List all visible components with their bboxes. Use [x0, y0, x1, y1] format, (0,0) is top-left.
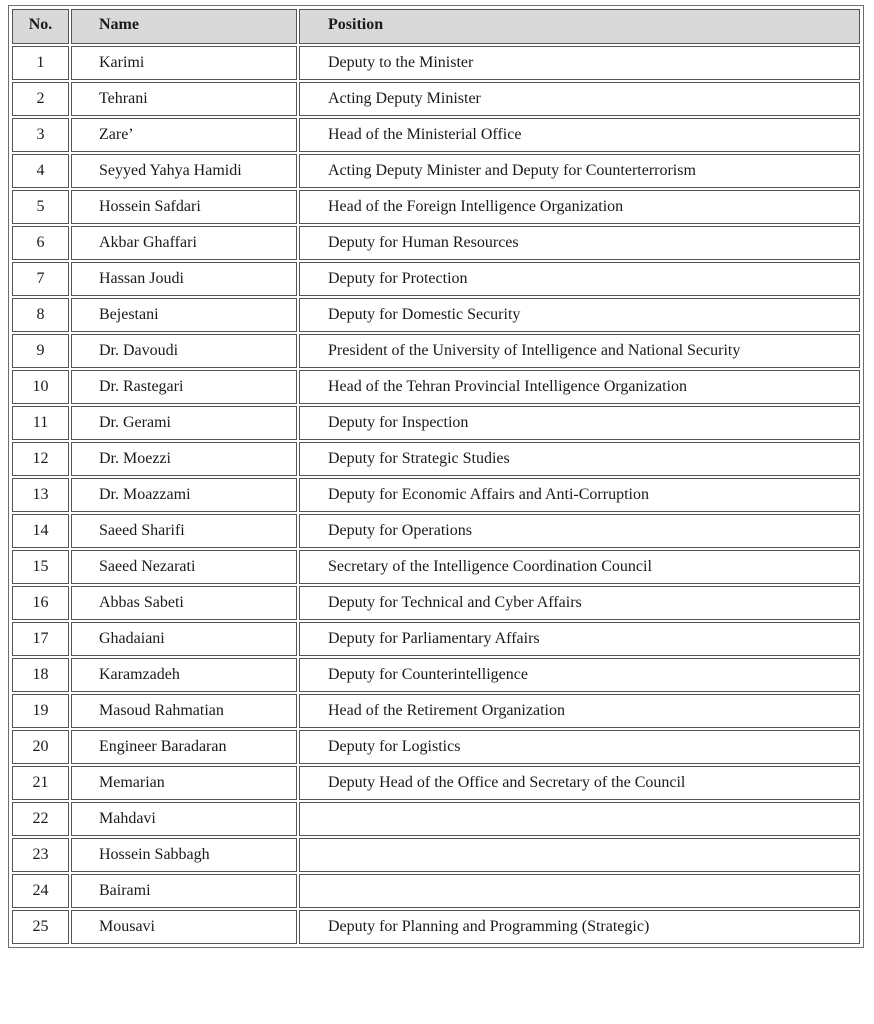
position-cell: Deputy for Technical and Cyber Affairs — [299, 586, 860, 620]
name-cell: Karamzadeh — [71, 658, 297, 692]
row-number-cell: 6 — [12, 226, 69, 260]
row-number-cell: 12 — [12, 442, 69, 476]
position-cell: Deputy for Planning and Programming (Strategic) — [299, 910, 860, 944]
name-cell: Memarian — [71, 766, 297, 800]
position-cell: Deputy for Operations — [299, 514, 860, 548]
table-row — [12, 478, 860, 512]
position-cell: Acting Deputy Minister — [299, 82, 860, 116]
position-cell: Head of the Retirement Organization — [299, 694, 860, 728]
position-cell: Deputy for Inspection — [299, 406, 860, 440]
table-row — [12, 766, 860, 800]
row-number-cell: 16 — [12, 586, 69, 620]
name-cell: Hossein Safdari — [71, 190, 297, 224]
row-number-cell: 1 — [12, 46, 69, 80]
table-row — [12, 442, 860, 476]
position-cell: Deputy Head of the Office and Secretary of the Council — [299, 766, 860, 800]
table-row — [12, 658, 860, 692]
name-cell: Akbar Ghaffari — [71, 226, 297, 260]
table-row — [12, 694, 860, 728]
name-cell: Masoud Rahmatian — [71, 694, 297, 728]
row-number-cell: 22 — [12, 802, 69, 836]
table-row — [12, 730, 860, 764]
name-cell: Engineer Baradaran — [71, 730, 297, 764]
position-cell: Head of the Foreign Intelligence Organization — [299, 190, 860, 224]
table-header-row — [12, 9, 860, 44]
column-header-position: Position — [299, 9, 860, 44]
row-number-cell: 4 — [12, 154, 69, 188]
row-number-cell: 11 — [12, 406, 69, 440]
position-cell: Secretary of the Intelligence Coordination Council — [299, 550, 860, 584]
row-number-cell: 9 — [12, 334, 69, 368]
table-row — [12, 586, 860, 620]
position-cell: President of the University of Intelligence and National Security — [299, 334, 860, 368]
name-cell: Karimi — [71, 46, 297, 80]
table-row — [12, 802, 860, 836]
table-row — [12, 406, 860, 440]
row-number-cell: 3 — [12, 118, 69, 152]
name-cell: Ghadaiani — [71, 622, 297, 656]
position-cell: Deputy to the Minister — [299, 46, 860, 80]
table-row — [12, 550, 860, 584]
position-cell: Head of the Ministerial Office — [299, 118, 860, 152]
row-number-cell: 21 — [12, 766, 69, 800]
row-number-cell: 5 — [12, 190, 69, 224]
table-row — [12, 298, 860, 332]
name-cell: Mousavi — [71, 910, 297, 944]
position-cell: Deputy for Counterintelligence — [299, 658, 860, 692]
table-row — [12, 910, 860, 944]
position-cell: Head of the Tehran Provincial Intelligence Organization — [299, 370, 860, 404]
personnel-table-frame — [8, 5, 864, 948]
table-row — [12, 226, 860, 260]
table-row — [12, 334, 860, 368]
table-row — [12, 46, 860, 80]
position-cell: Deputy for Domestic Security — [299, 298, 860, 332]
row-number-cell: 17 — [12, 622, 69, 656]
name-cell: Bejestani — [71, 298, 297, 332]
position-cell: Deputy for Parliamentary Affairs — [299, 622, 860, 656]
row-number-cell: 8 — [12, 298, 69, 332]
name-cell: Dr. Davoudi — [71, 334, 297, 368]
table-row — [12, 82, 860, 116]
name-cell: Saeed Nezarati — [71, 550, 297, 584]
position-cell: Deputy for Strategic Studies — [299, 442, 860, 476]
position-cell: Deputy for Protection — [299, 262, 860, 296]
table-row — [12, 514, 860, 548]
row-number-cell: 10 — [12, 370, 69, 404]
personnel-table — [10, 7, 862, 946]
name-cell: Abbas Sabeti — [71, 586, 297, 620]
name-cell: Hossein Sabbagh — [71, 838, 297, 872]
position-cell — [299, 802, 860, 836]
row-number-cell: 14 — [12, 514, 69, 548]
position-cell: Deputy for Economic Affairs and Anti-Corruption — [299, 478, 860, 512]
position-cell: Deputy for Logistics — [299, 730, 860, 764]
row-number-cell: 19 — [12, 694, 69, 728]
table-row — [12, 118, 860, 152]
name-cell: Dr. Gerami — [71, 406, 297, 440]
name-cell: Zare’ — [71, 118, 297, 152]
name-cell: Saeed Sharifi — [71, 514, 297, 548]
name-cell: Bairami — [71, 874, 297, 908]
table-row — [12, 262, 860, 296]
row-number-cell: 25 — [12, 910, 69, 944]
row-number-cell: 2 — [12, 82, 69, 116]
position-cell: Acting Deputy Minister and Deputy for Counterterrorism — [299, 154, 860, 188]
table-row — [12, 838, 860, 872]
name-cell: Dr. Rastegari — [71, 370, 297, 404]
name-cell: Dr. Moezzi — [71, 442, 297, 476]
row-number-cell: 20 — [12, 730, 69, 764]
row-number-cell: 13 — [12, 478, 69, 512]
table-row — [12, 370, 860, 404]
position-cell — [299, 838, 860, 872]
table-row — [12, 190, 860, 224]
name-cell: Mahdavi — [71, 802, 297, 836]
row-number-cell: 7 — [12, 262, 69, 296]
row-number-cell: 15 — [12, 550, 69, 584]
name-cell: Seyyed Yahya Hamidi — [71, 154, 297, 188]
row-number-cell: 24 — [12, 874, 69, 908]
position-cell — [299, 874, 860, 908]
table-row — [12, 622, 860, 656]
table-row — [12, 154, 860, 188]
column-header-name: Name — [71, 9, 297, 44]
name-cell: Tehrani — [71, 82, 297, 116]
row-number-cell: 23 — [12, 838, 69, 872]
name-cell: Hassan Joudi — [71, 262, 297, 296]
name-cell: Dr. Moazzami — [71, 478, 297, 512]
table-row — [12, 874, 860, 908]
position-cell: Deputy for Human Resources — [299, 226, 860, 260]
column-header-no: No. — [12, 9, 69, 44]
row-number-cell: 18 — [12, 658, 69, 692]
